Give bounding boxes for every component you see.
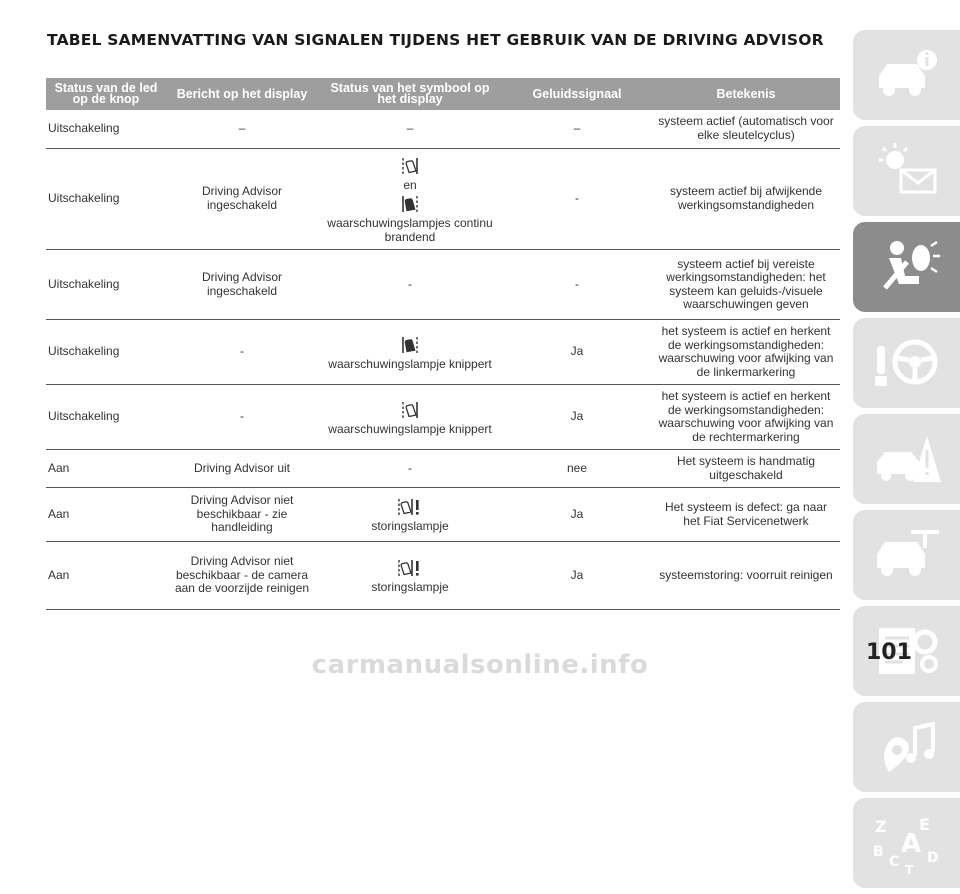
cell-symbol: - bbox=[318, 450, 502, 488]
tab-index[interactable] bbox=[853, 798, 960, 888]
header-display-message: Bericht op het display bbox=[166, 78, 318, 110]
signals-table bbox=[46, 78, 840, 610]
watermark-text: carmanualsonline.info bbox=[311, 650, 649, 680]
lane-fault-icon bbox=[398, 558, 422, 578]
tab-driving[interactable] bbox=[853, 318, 960, 408]
cell-led: Uitschakeling bbox=[46, 385, 166, 450]
cell-display: Driving Advisor niet beschikbaar - de camera aan de voorzijde reinigen bbox=[166, 542, 318, 610]
cell-display: Driving Advisor ingeschakeld bbox=[166, 148, 318, 250]
cell-sound: Ja bbox=[502, 320, 652, 385]
cell-sound: Ja bbox=[502, 542, 652, 610]
header-meaning: Betekenis bbox=[652, 78, 840, 110]
lane-right-icon bbox=[402, 156, 418, 176]
symbol-caption: waarschuwingslampjes continu brandend bbox=[327, 216, 493, 244]
symbol-caption: waarschuwingslampje knippert bbox=[328, 421, 492, 436]
index-letters-icon bbox=[871, 812, 943, 874]
cell-symbol: - bbox=[318, 250, 502, 320]
cell-sound: nee bbox=[502, 450, 652, 488]
cell-display: - bbox=[166, 320, 318, 385]
cell-symbol: – bbox=[318, 110, 502, 148]
lane-fault-icon bbox=[398, 497, 422, 517]
tab-car-info[interactable] bbox=[853, 30, 960, 120]
cell-display: Driving Advisor uit bbox=[166, 450, 318, 488]
cell-symbol bbox=[318, 385, 502, 450]
tab-safety[interactable] bbox=[853, 222, 960, 312]
cell-meaning: het systeem is actief en herkent de werkingsomstandigheden: waarschuwing voor afwijking van de rechtermarkering bbox=[652, 385, 840, 450]
cell-led: Aan bbox=[46, 542, 166, 610]
cell-sound: – bbox=[502, 110, 652, 148]
cell-sound: - bbox=[502, 250, 652, 320]
symbol-joiner: en bbox=[403, 177, 417, 192]
steering-wheel-icon bbox=[871, 332, 943, 394]
svg-text:C: C bbox=[888, 854, 899, 870]
car-service-icon bbox=[871, 524, 943, 586]
svg-text:A: A bbox=[900, 829, 921, 859]
cell-display: – bbox=[166, 110, 318, 148]
svg-text:B: B bbox=[872, 844, 884, 860]
cell-meaning: systeem actief bij vereiste werkingsomstandigheden: het systeem kan geluids-/visuele waarschuwingen geven bbox=[652, 250, 840, 320]
lane-left-icon bbox=[402, 194, 418, 214]
page-title: TABEL SAMENVATTING VAN SIGNALEN TIJDENS HET GEBRUIK VAN DE DRIVING ADVISOR bbox=[47, 31, 824, 49]
page-number: 101 bbox=[866, 640, 912, 665]
emergency-car-icon bbox=[871, 428, 943, 490]
cell-symbol bbox=[318, 488, 502, 542]
cell-led: Uitschakeling bbox=[46, 148, 166, 250]
airbag-seat-icon bbox=[871, 236, 943, 298]
lane-right-icon bbox=[402, 400, 418, 420]
cell-meaning: systeem actief bij afwijkende werkingsomstandigheden bbox=[652, 148, 840, 250]
svg-text:E: E bbox=[918, 815, 930, 834]
cell-meaning: het systeem is actief en herkent de werkingsomstandigheden: waarschuwing voor afwijking van de linkermarkering bbox=[652, 320, 840, 385]
symbol-caption: storingslampje bbox=[371, 580, 449, 595]
lane-left-icon bbox=[402, 335, 418, 355]
symbol-caption: waarschuwingslampje knippert bbox=[328, 356, 492, 371]
cell-symbol bbox=[318, 320, 502, 385]
tab-service[interactable] bbox=[853, 510, 960, 600]
svg-text:Z: Z bbox=[874, 817, 887, 836]
table-row bbox=[46, 488, 840, 542]
svg-text:T: T bbox=[904, 863, 913, 874]
cell-led: Aan bbox=[46, 488, 166, 542]
cell-led: Uitschakeling bbox=[46, 110, 166, 148]
tab-emergency[interactable] bbox=[853, 414, 960, 504]
cell-sound: Ja bbox=[502, 488, 652, 542]
warning-lights-icon bbox=[871, 140, 943, 202]
cell-symbol bbox=[318, 148, 502, 250]
cell-sound: - bbox=[502, 148, 652, 250]
cell-meaning: Het systeem is handmatig uitgeschakeld bbox=[652, 450, 840, 488]
cell-led: Aan bbox=[46, 450, 166, 488]
cell-meaning: Het systeem is defect: ga naar het Fiat Servicenetwerk bbox=[652, 488, 840, 542]
svg-text:D: D bbox=[926, 850, 939, 866]
header-led-status: Status van de led op de knop bbox=[46, 78, 166, 110]
cell-display: Driving Advisor niet beschikbaar - zie handleiding bbox=[166, 488, 318, 542]
tab-multimedia[interactable] bbox=[853, 702, 960, 792]
cell-meaning: systeem actief (automatisch voor elke sleutelcyclus) bbox=[652, 110, 840, 148]
cell-meaning: systeemstoring: voorruit reinigen bbox=[652, 542, 840, 610]
header-symbol-status: Status van het symbool op het display bbox=[318, 78, 502, 110]
table-row bbox=[46, 542, 840, 610]
cell-display: - bbox=[166, 385, 318, 450]
table-header-row bbox=[46, 78, 840, 110]
table-row bbox=[46, 110, 840, 148]
car-info-icon bbox=[871, 44, 943, 106]
table-row bbox=[46, 320, 840, 385]
symbol-caption: storingslampje bbox=[371, 519, 449, 534]
cell-display: Driving Advisor ingeschakeld bbox=[166, 250, 318, 320]
table-row bbox=[46, 450, 840, 488]
cell-led: Uitschakeling bbox=[46, 320, 166, 385]
cell-led: Uitschakeling bbox=[46, 250, 166, 320]
tab-warning-lights[interactable] bbox=[853, 126, 960, 216]
table-row bbox=[46, 385, 840, 450]
multimedia-icon bbox=[871, 716, 943, 778]
table-row bbox=[46, 250, 840, 320]
table-row bbox=[46, 148, 840, 250]
header-sound: Geluidssignaal bbox=[502, 78, 652, 110]
cell-sound: Ja bbox=[502, 385, 652, 450]
cell-symbol bbox=[318, 542, 502, 610]
chapter-sidebar bbox=[853, 30, 960, 894]
